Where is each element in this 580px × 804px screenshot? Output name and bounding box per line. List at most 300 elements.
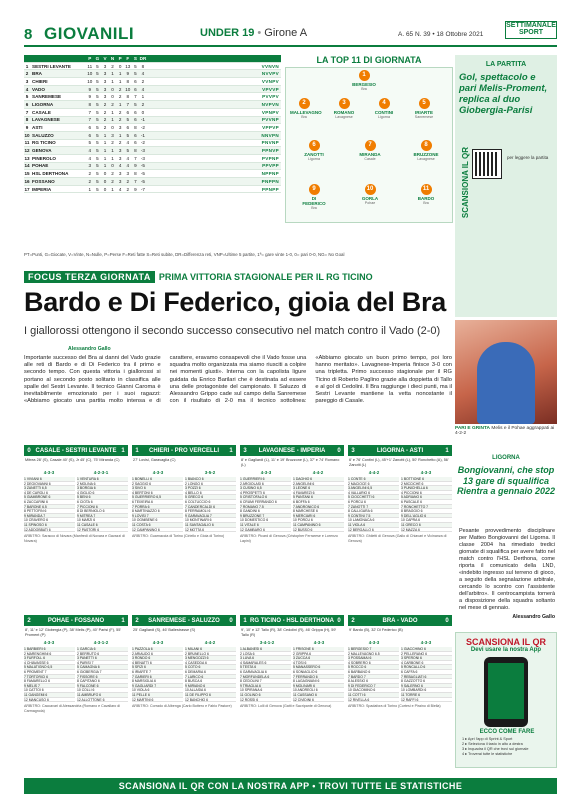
stat-cell: 2	[88, 178, 92, 184]
lineup-player: 3 ZUCCA 6	[293, 656, 344, 661]
lineup-player: 7 RONCHETTO 7	[401, 505, 452, 510]
lineup-player: 5 COTO 6	[185, 665, 236, 670]
stat-cell: 8	[126, 78, 130, 84]
lineup-player: 12 ADDOBBATI 6	[24, 528, 75, 533]
match-header	[240, 446, 344, 456]
page-number: 8	[24, 26, 33, 43]
brand-line2: SPORT	[518, 28, 544, 36]
lineup-player: 9 MERCIARI 6	[293, 514, 344, 519]
match-box	[240, 445, 344, 611]
stat-cell: 8	[141, 63, 145, 69]
stat-cell: 2	[111, 178, 114, 184]
stat-cell: 4	[118, 186, 122, 192]
photo-caption	[455, 426, 557, 436]
issue-info: A. 65 N. 39 • 18 Ottobre 2021	[398, 31, 484, 38]
lineup-player: 10 ANDREOLI 6	[293, 688, 344, 693]
match-score-home: 2	[351, 618, 355, 624]
scan-app-box	[455, 632, 557, 768]
stat-cell: 6	[88, 125, 92, 131]
stat-cell: 3	[118, 148, 122, 154]
lineup-player: 12 MANCUSO 6	[24, 698, 75, 703]
player-number: 5	[419, 98, 430, 109]
top11-player	[356, 140, 384, 161]
lineup-player: 11 DE FILIPPO 6	[185, 693, 236, 698]
top11-player	[330, 98, 358, 119]
lineup-player: 3 ANGELINI 6,5	[348, 486, 399, 491]
match-formations	[132, 640, 236, 647]
player-team: Pohae	[364, 201, 376, 205]
stat-cell: 2	[103, 109, 107, 115]
lineup-player: 10 ALLASIA 6	[185, 688, 236, 693]
lineup-player: 8 MARTINAZZO 6	[132, 509, 183, 514]
player-name: BRUZZONE	[413, 152, 439, 157]
lineup-player: 1 FRISONE 6	[293, 647, 344, 652]
match-title: CASALE - SESTRI LEVANTE	[35, 448, 117, 454]
lineup-player: 6 SONIAGLIO 6	[293, 670, 344, 675]
lineup-away	[293, 477, 344, 532]
top11-player	[300, 140, 328, 161]
masthead	[0, 0, 580, 50]
lineup-player: 1 BONELLI 6	[132, 477, 183, 482]
player-name: IRIARTE	[415, 110, 433, 115]
team-name: HSL DERTHONA	[32, 171, 69, 177]
match-score-away: 0	[337, 618, 341, 624]
stat-cell: 4	[88, 155, 92, 161]
stat-cell: 3	[103, 71, 107, 77]
match-formations	[240, 640, 344, 647]
formation-away: 4-3-3	[420, 640, 432, 645]
team-form: NPPNP	[261, 171, 279, 177]
stat-cell: 5	[96, 163, 99, 169]
match-grid	[24, 445, 452, 781]
match-score-home: 2	[135, 618, 139, 624]
lineup-player: 2 DEGIOVANNI 6	[24, 482, 75, 487]
lineup-player: 7 MORFUNDELA 6	[240, 675, 291, 680]
team-name: SANREMESE	[32, 94, 62, 100]
stat-cell: 5	[96, 186, 99, 192]
lineup-player: 9 BRUZZONE 7	[240, 514, 291, 519]
player-number: 9	[309, 184, 320, 195]
match-score-away: 1	[229, 448, 233, 454]
stat-cell: 3	[103, 63, 107, 69]
lineup-player: 5 GUERRIERO 6,5	[132, 495, 183, 500]
match-header	[240, 616, 344, 626]
match-score-away: 0	[229, 618, 233, 624]
lineup-away	[77, 647, 128, 702]
match-lineups	[348, 477, 452, 532]
match-referee: ARBITRO: Saracco di Novara (Manfredi di Novara e Gavazzi di Novara)	[24, 534, 125, 543]
lineup-player: 4 GIGLIO 6	[77, 491, 128, 496]
lineup-player: 8 BUSCA 6	[185, 679, 236, 684]
lineup-away	[185, 647, 236, 702]
lineup-player: 8 PETTOFIN 6	[24, 509, 75, 514]
lineup-away	[401, 647, 452, 702]
lineup-player: 11 COSTA 6	[132, 523, 183, 528]
team-rank: 13	[24, 155, 30, 161]
footer-banner[interactable]: SCANSIONA IL QR CON LA NOSTRA APP • TROVI TUTTE LE STATISTICHE	[24, 778, 557, 794]
lineup-player: 4 SAMARALES 6	[240, 661, 291, 666]
stat-cell: -7	[140, 186, 145, 192]
lineup-player: 3 LEONE 6	[293, 486, 344, 491]
lineup-player: 7 BARONE 6,5	[24, 505, 75, 510]
lineup-player: 11 CASALE 6	[77, 523, 128, 528]
stat-cell: 2	[88, 171, 92, 177]
standings-header-cell: V	[103, 55, 107, 61]
lineup-home	[24, 477, 75, 532]
partita-headline: Gol, spettacolo e pari Melis-Proment, replica al duo Giobergia-Parisi	[459, 72, 548, 116]
lineup-player: 12 MOTTA 6	[185, 528, 236, 533]
lineup-player: 12 ALLOTTONE 6	[77, 698, 128, 703]
lineup-player: 12 BANCHIO 6	[185, 698, 236, 703]
lineup-player: 8 CALLIGARA 6	[348, 509, 399, 514]
lineup-player: 8 GAZZOTTO 6	[401, 679, 452, 684]
stat-cell: 8	[126, 94, 130, 100]
lineup-player: 1 GARCIA 6	[77, 647, 128, 652]
team-name: LIGORNA	[32, 101, 54, 107]
match-score-away: 0	[337, 448, 341, 454]
team-rank: 1	[25, 63, 29, 69]
lineup-player: 8 FAMARELLO 6	[24, 679, 75, 684]
lineup-player: 5 PANTANI 6	[293, 495, 344, 500]
team-form: VVNVN	[261, 63, 279, 69]
stat-cell: 5	[96, 71, 99, 77]
lineup-home	[348, 477, 399, 532]
lineup-player: 2 BERRUTO 6	[77, 652, 128, 657]
lineup-player: 12 CIVIDINI 6	[293, 698, 344, 703]
header-rule	[24, 45, 557, 47]
player-name: BERGESIO	[352, 82, 376, 87]
stat-cell: 5	[96, 132, 99, 138]
match-formations	[24, 470, 128, 477]
lineup-player: 11 CAMPANINO 6	[293, 523, 344, 528]
team-rank: 6	[25, 101, 29, 107]
stat-cell: 1	[111, 148, 114, 154]
player-number: 2	[299, 98, 310, 109]
match-lineups	[24, 477, 128, 532]
category-label: UNDER 19 • Girone A	[200, 27, 308, 39]
caption-bold: PARI E GRINTA	[455, 426, 490, 431]
lineup-player: 3 SPERONI 6	[401, 656, 452, 661]
match-goals: 9', 10' e 12' Tallo (R), 38' Cedolini (R), 46' Grippa (H), 59' Tallo (R)	[241, 628, 337, 637]
stat-cell: 8	[134, 171, 137, 177]
lineup-player: 10 SPIRANA 6	[240, 688, 291, 693]
lineup-player: 10 LAMONACA 6	[348, 518, 399, 523]
match-header	[348, 616, 452, 626]
lineup-player: 3 ZANETTI 6,5	[24, 486, 75, 491]
match-header	[348, 446, 452, 456]
lineup-player: 4 BERTONI 6	[132, 491, 183, 496]
lineup-player: 11 AMBRUFO 6	[77, 693, 128, 698]
stat-cell: 10	[87, 78, 93, 84]
lineup-player: 9 GARAVAGLIA 7	[185, 514, 236, 519]
stat-cell: 3	[103, 94, 107, 100]
team-rank: 7	[25, 109, 29, 115]
lineup-player: 6 DEMARIA 6	[185, 670, 236, 675]
formation-home: 4-3-3	[368, 640, 380, 645]
match-lineups	[240, 477, 344, 532]
team-form: VPPVP	[262, 125, 279, 131]
standings-header-cell: DR	[139, 55, 147, 61]
stat-cell: 1	[111, 78, 114, 84]
standings-row	[24, 178, 281, 186]
match-formations	[348, 640, 452, 647]
pitch	[285, 67, 453, 223]
partita-label: LA PARTITA	[485, 61, 527, 68]
lineup-player: 6 PROMENT 7	[24, 670, 75, 675]
lineup-player: 9 MOLINARI 6	[293, 684, 344, 689]
kicker-text: PRIMA VITTORIA STAGIONALE PER IL RG TICINO	[158, 272, 373, 282]
match-referee: ARBITRO: Guarnaccia di Torino (Ciriello e Gioia di Torino)	[132, 534, 225, 539]
lineup-player: 2 ANGELINI 6	[293, 482, 344, 487]
stat-cell: 1	[141, 94, 145, 100]
lineup-player: 2 GRIPPA 6	[293, 652, 344, 657]
lineup-player: 6 PASCALE 6	[401, 500, 452, 505]
lineup-player: 9 MIRIANO 6	[185, 684, 236, 689]
top11-player	[356, 184, 384, 205]
standings-row	[24, 186, 281, 194]
lineup-player: 1 ALBANESI 6	[240, 647, 291, 652]
top11-player	[300, 184, 328, 210]
stat-cell: -5	[140, 171, 145, 177]
stat-cell: 5	[134, 71, 137, 77]
stat-cell: 5	[96, 117, 99, 123]
scan-step: 2 ▸ Seleziona il tasto in alto a destra	[462, 742, 523, 746]
standings-row	[24, 109, 281, 117]
standings-header-cell: P	[88, 55, 92, 61]
stat-cell: 7	[134, 178, 137, 184]
scan-step: 3 ▸ Inquadra il QR che trovi sul giornale	[462, 747, 529, 751]
lineup-player: 11 PELLE 6	[132, 693, 183, 698]
stat-cell: 6	[134, 140, 137, 146]
lineup-player: 5 CAMAGNA 6	[77, 665, 128, 670]
lineup-player: 7 ROMANO 7,5	[240, 505, 291, 510]
formation-home: 3-4-1-2	[259, 640, 275, 645]
match-title: RG TICINO - HSL DERTHONA	[250, 618, 334, 624]
lineup-player: 1 BIANCO 6	[185, 477, 236, 482]
team-name: LAVAGNESE	[32, 117, 60, 123]
team-rank: 17	[24, 186, 30, 192]
stat-cell: -3	[140, 148, 145, 154]
lineup-home	[348, 647, 399, 702]
stat-cell: 9	[126, 71, 130, 77]
lineup-player: 1 BOTTIONE 6	[401, 477, 452, 482]
lineup-player: 9 DELL'AGLIO 6	[401, 514, 452, 519]
stat-cell: 7	[126, 101, 130, 107]
match-score-home: 3	[243, 448, 247, 454]
match-formations	[24, 640, 128, 647]
lineup-player: 12 BUSSO 6	[293, 528, 344, 533]
match-score-home: 3	[351, 448, 355, 454]
lineup-player: 9 DI FEDERICO 7	[348, 684, 399, 689]
player-number: 6	[309, 140, 320, 151]
standings-header-cell: P	[118, 55, 122, 61]
lineup-player: 1 GIACCHINO 6	[401, 647, 452, 652]
team-form: PVVPV	[262, 94, 279, 100]
stat-cell: 3	[118, 155, 122, 161]
team-form: VPVVP	[262, 86, 279, 92]
stat-cell: 5	[96, 78, 99, 84]
lineup-player: 10 MONTINARI 6	[185, 518, 236, 523]
lineup-player: 2 MALLEVAGNO 6,5	[348, 652, 399, 657]
player-team: Bra	[301, 115, 307, 119]
stat-cell: 2	[126, 186, 130, 192]
lineup-player: 3 FURFOLL 6	[24, 656, 75, 661]
standings-row	[24, 63, 281, 71]
stat-cell: 4	[118, 163, 122, 169]
top11-player	[412, 140, 440, 161]
team-name: CASALE	[32, 109, 51, 115]
lineup-player: 10 GIACOMINO 6	[348, 688, 399, 693]
top11-player	[412, 184, 440, 205]
standings-row	[24, 86, 281, 94]
lineup-player: 8 MARSIGLIA 6	[132, 679, 183, 684]
lineup-player: 4 DE CAROLI 6	[24, 491, 75, 496]
formation-away: 4-4-2	[312, 470, 324, 475]
match-box	[24, 445, 128, 611]
lineup-home	[24, 647, 75, 702]
lineup-player: 5 ADRIANO 6	[401, 495, 452, 500]
formation-home: 4-3-3	[152, 640, 164, 645]
team-rank: 9	[25, 125, 29, 131]
match-lineups	[132, 477, 236, 532]
stat-cell: 1	[111, 117, 114, 123]
player-team: Casale	[364, 157, 376, 161]
stat-cell: 3	[103, 86, 107, 92]
team-rank: 16	[24, 178, 30, 184]
team-rank: 4	[25, 86, 29, 92]
lineup-player: 2 LONGO 6	[185, 482, 236, 487]
match-box	[132, 445, 236, 611]
stat-cell: 2	[103, 101, 107, 107]
stat-cell: -5	[140, 163, 145, 169]
qr-sub: per leggere la partita	[507, 155, 549, 160]
lineup-player: 4 FAVAREZI 6	[293, 491, 344, 496]
stat-cell: 5	[96, 178, 99, 184]
match-title: CHIERI - PRO VERCELLI	[148, 448, 219, 454]
stat-cell: 5	[96, 148, 99, 154]
lineup-player: 5 SFIZI 6	[132, 665, 183, 670]
lineup-player: 4 BELLO 6	[185, 491, 236, 496]
stat-cell: 2	[103, 125, 107, 131]
match-box	[240, 615, 344, 781]
stat-cell: 6	[126, 109, 130, 115]
lineup-player: 7 PORRA 6	[132, 505, 183, 510]
lineup-player: 6 CRUMI FERRANDO 6	[240, 500, 291, 505]
match-lineups	[240, 647, 344, 702]
lineup-player: 7 FERRANDO 6	[293, 675, 344, 680]
stat-cell: 1	[103, 140, 107, 146]
standings-legend: PT=Punti, G=Giocate, V=Vinte, N=Nulle, P=Perse F=Reti fatte S=Reti subite, DR=Differenza reti, VNP=Ultime 5 partite, 1ª= gare vinte 1-0, 0= pari 0-0, NG= No Goal	[24, 252, 345, 257]
team-form: PNPPN	[261, 178, 279, 184]
stat-cell: 6	[134, 109, 137, 115]
top11-panel	[285, 55, 453, 225]
stat-cell: 6	[134, 86, 137, 92]
lineup-player: 1 DAGHIO 6	[293, 477, 344, 482]
lineup-player: 9 LOVISI 7	[132, 514, 183, 519]
lineup-player: 5 GRECO 6	[185, 495, 236, 500]
top11-player	[410, 98, 438, 119]
lineup-player: 3 CUSINO 6,5	[240, 486, 291, 491]
lineup-player: 6 CAFFA 6	[401, 670, 452, 675]
lineup-player: 10 PORCU 6	[293, 518, 344, 523]
stat-cell: 7	[88, 117, 92, 123]
lineup-player: 2 LOSA 6	[240, 652, 291, 657]
match-formations	[240, 470, 344, 477]
stat-cell: 5	[96, 63, 99, 69]
stat-cell: 0	[111, 125, 114, 131]
player-team: Ligorna	[378, 115, 390, 119]
stat-cell: 2	[118, 140, 122, 146]
team-name: BRA	[32, 71, 42, 77]
stat-cell: 2	[111, 63, 114, 69]
team-name: IMPERIA	[32, 186, 52, 192]
lineup-player: 6 PORCU 6	[348, 500, 399, 505]
stat-cell: 9	[134, 163, 137, 169]
stat-cell: 0	[111, 86, 114, 92]
qr-code-icon[interactable]	[473, 150, 501, 178]
standings-row	[24, 132, 281, 140]
lineup-player: 8 GANDINI 6	[240, 509, 291, 514]
section-title: GIOVANILI	[44, 24, 135, 43]
lineup-away	[401, 477, 452, 532]
stat-cell: 7	[88, 109, 92, 115]
match-header	[132, 616, 236, 626]
match-lineups	[24, 647, 128, 702]
player-number: 7	[365, 140, 376, 151]
lineup-player: 7 LARICO 6	[185, 675, 236, 680]
match-box	[24, 615, 128, 781]
lineup-player: 11 SPINOSO 6	[24, 523, 75, 528]
lineup-player: 12 MARTINI 6	[132, 698, 183, 703]
match-header	[24, 446, 128, 456]
standings-row	[24, 147, 281, 155]
lineup-player: 11 VIOLA 6	[348, 523, 399, 528]
team-rank: 10	[24, 132, 30, 138]
stat-cell: 9	[88, 86, 92, 92]
stat-cell: 3	[103, 78, 107, 84]
lineup-player: 1 VENTURA 6	[77, 477, 128, 482]
player-team: Lavagnese	[417, 157, 435, 161]
stat-cell: -2	[140, 140, 145, 146]
lineup-player: 10 CATTOI 6	[24, 688, 75, 693]
ligorna-byline: Alessandro Gallo	[512, 614, 555, 620]
lineup-player: 5 TESTA 6	[240, 665, 291, 670]
lineup-player: 7 PICCIONI 6	[77, 505, 128, 510]
stat-cell: 2	[118, 117, 122, 123]
stat-cell: 1	[103, 155, 107, 161]
stat-cell: 8	[134, 148, 137, 154]
lineup-player: 6 COLTUCCIO 6	[185, 500, 236, 505]
stat-cell: 2	[103, 117, 107, 123]
match-referee: ARBITRO: Spadafora di Torino (Cortesi e Piraino di Biella)	[348, 704, 441, 709]
match-box	[132, 615, 236, 781]
team-photo	[455, 320, 557, 424]
match-lineups	[348, 647, 452, 702]
lineup-player: 11 SANTAGALIO 6	[185, 523, 236, 528]
lineup-player: 4 CHIAVASSE 6	[24, 661, 75, 666]
stat-cell: 6	[134, 117, 137, 123]
lineup-player: 3 POSSAMAI 6	[348, 656, 399, 661]
stat-cell: 1	[118, 78, 122, 84]
lineup-player: 10 LOMBARDI 6	[401, 688, 452, 693]
lineup-player: 1 MILANI 6	[185, 647, 236, 652]
lineup-player: 12 GAMBARO 6	[240, 528, 291, 533]
stat-cell: 11	[87, 63, 93, 69]
category-name: UNDER 19	[200, 27, 255, 39]
formation-away: 4-3-1-2	[93, 640, 109, 645]
article-headline: Bardo e Di Federico, gioia del Bra	[24, 287, 446, 317]
stat-cell: 1	[103, 148, 107, 154]
